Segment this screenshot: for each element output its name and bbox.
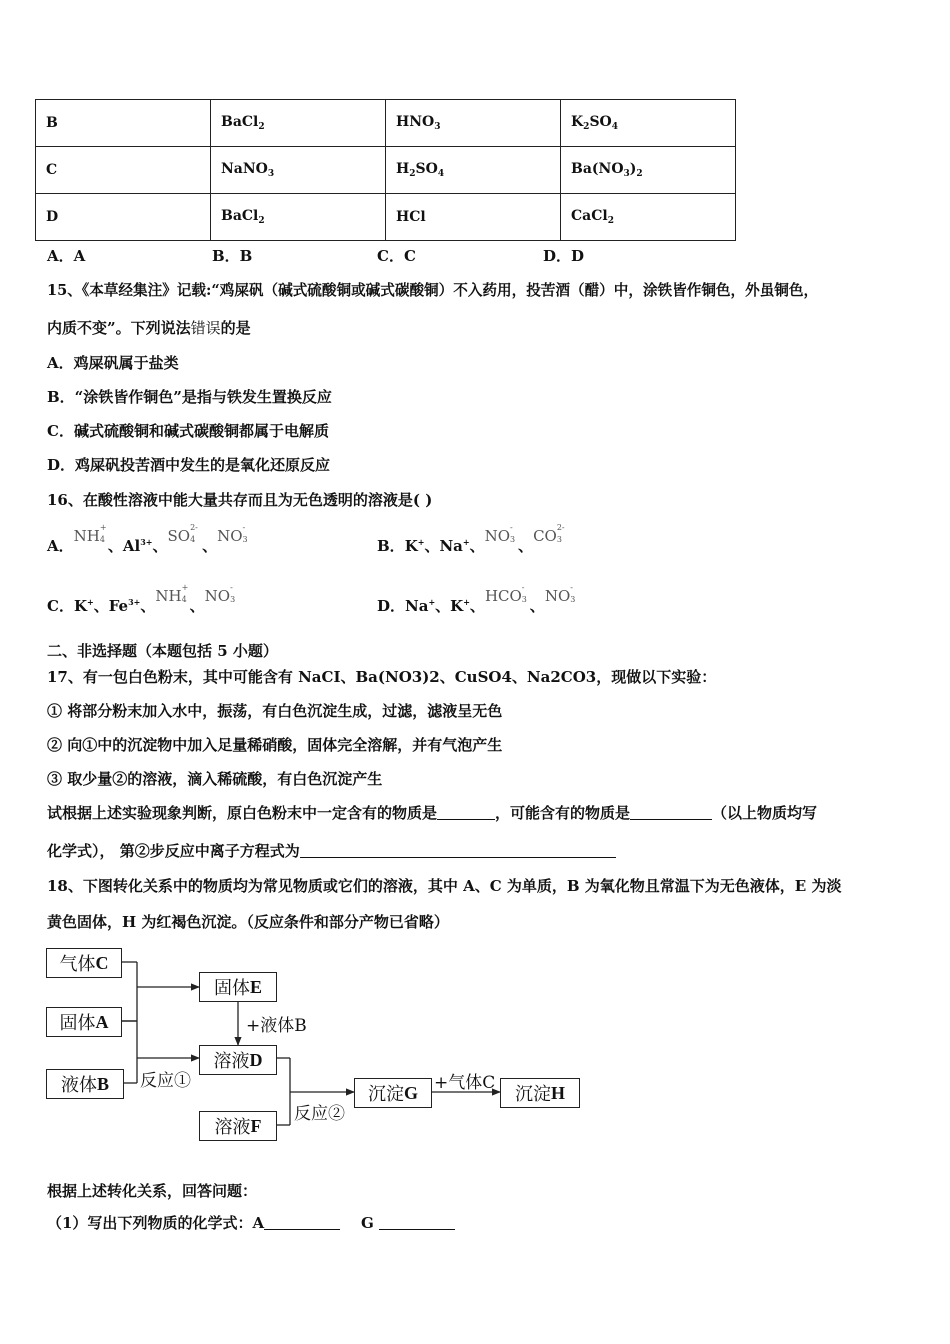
formula-cell: $Ba(NO_3)_2$ (561, 147, 736, 194)
box-precipitate-h: 沉淀 H (500, 1078, 580, 1108)
q18-stem-line2: 黄色固体，H 为红褐色沉淀。（反应条件和部分产物已省略） (47, 913, 449, 931)
answer-d: D．D (543, 247, 585, 265)
q17-step: ③ 取少量②的溶液，滴入稀硫酸，有白色沉淀产生 (47, 770, 383, 788)
q18-stem-line1: 18、下图转化关系中的物质均为常见物质或它们的溶液，其中 A、C 为单质，B 为氧化物且常温下为无色液体，E 为淡 (47, 877, 842, 895)
option-prefix: C． (47, 597, 74, 615)
box-solution-f: 溶液 F (199, 1111, 277, 1141)
q17-step: ① 将部分粉末加入水中，振荡，有白色沉淀生成，过滤，滤液呈无色 (47, 702, 503, 720)
formula-cell: $H_2SO_4$ (386, 147, 561, 194)
label-reaction-2: 反应② (294, 1104, 345, 1124)
q17-ask-part: （以上物质均写 (712, 804, 818, 822)
answer-blank[interactable] (379, 1214, 455, 1230)
q15-stem-line1: 15、《本草经集注》记载:“鸡屎矾（碱式硫酸铜或碱式碳酸铜）不入药用，投苦酒（醋）中，涂铁皆作铜色，外虽铜色， (47, 282, 819, 299)
separator: 、 (469, 537, 485, 555)
separator: 、 (107, 537, 123, 555)
q17-step: ② 向①中的沉淀物中加入足量稀硝酸，固体完全溶解，并有气泡产生 (47, 736, 503, 754)
separator: 、 (435, 597, 451, 615)
q18-sub1 (47, 1213, 455, 1233)
formula-cell: $K_2SO_4$ (561, 100, 736, 147)
formula-cell: NaNO$_3$ (211, 147, 386, 194)
q15-option: B．“涂铁皆作铜色”是指与铁发生置换反应 (47, 388, 332, 406)
formula-cell: CaCl$_2$ (561, 194, 736, 241)
separator: 、 (424, 537, 440, 555)
q18-after: 根据上述转化关系，回答问题： (47, 1182, 258, 1200)
separator: 、 (529, 597, 545, 615)
q17-ask-part: 化学式）， 第②步反应中离子方程式为 (47, 842, 300, 860)
box-solution-d: 溶液 D (199, 1045, 277, 1075)
row-label: B (36, 100, 211, 147)
box-solid-a: 固体 A (46, 1007, 122, 1037)
q15-emphasis: 错误 (190, 319, 221, 337)
q15-option: D．鸡屎矾投苦酒中发生的是氧化还原反应 (47, 456, 331, 474)
section-title: 二、非选择题（本题包括 5 小题） (47, 642, 278, 660)
q16-option-b: B．K+、Na+、NO - 3 、CO 2- 3 (377, 528, 569, 556)
label-reaction-1: 反应① (140, 1071, 191, 1091)
q16-stem: 16、在酸性溶液中能大量共存而且为无色透明的溶液是( ) (47, 491, 433, 509)
separator: 、 (518, 537, 534, 555)
separator: 、 (469, 597, 485, 615)
option-prefix: A． (47, 537, 74, 555)
label-add-liquid-b: +液体B (246, 1016, 307, 1036)
option-prefix: D． (377, 597, 406, 615)
q16-option-c: C．K+、$Fe^{3+}$、NH + 4 、NO - 3 (47, 588, 238, 616)
separator: 、 (202, 537, 218, 555)
label-add-gas-c: +气体C (434, 1073, 496, 1093)
answer-blank[interactable] (264, 1214, 340, 1230)
ion-no3: NO - 3 (204, 583, 236, 605)
separator: 、 (93, 597, 109, 615)
box-liquid-b: 液体 B (46, 1069, 124, 1099)
formula-cell: HCl (386, 194, 561, 241)
ion-nh4: NH + 4 (155, 583, 189, 605)
ion-no3: NO - 3 (544, 583, 576, 605)
separator: 、 (140, 597, 156, 615)
q15-stem-part: 内质不变”。下列说法 (47, 319, 191, 337)
answer-a: A．A (47, 247, 86, 265)
q15-option: A．鸡屎矾属于盐类 (47, 354, 179, 372)
answer-b: B．B (212, 247, 253, 265)
ion-co3: CO 2- 3 (533, 523, 565, 545)
option-prefix: B． (377, 537, 405, 555)
box-solid-e: 固体 E (199, 972, 277, 1002)
answer-c: C．C (377, 247, 416, 265)
q17-ask-part: ，可能含有的物质是 (495, 804, 631, 822)
q16-option-d: D．Na+、K+、HCO - 3 、NO - 3 (377, 588, 578, 616)
ion-so4: SO 2- 4 (167, 523, 198, 545)
separator: 、 (189, 597, 205, 615)
separator: 、 (152, 537, 168, 555)
formula-cell: BaCl$_2$ (211, 194, 386, 241)
row-label: D (36, 194, 211, 241)
q18-sub1-part: G (360, 1214, 374, 1232)
q17-ask-part: 试根据上述实验现象判断，原白色粉末中一定含有的物质是 (47, 804, 438, 822)
ion-hco3: HCO - 3 (484, 583, 527, 605)
formula-cell: BaCl$_2$ (211, 100, 386, 147)
ion-no3: NO - 3 (484, 523, 516, 545)
q15-stem-part: 的是 (220, 319, 251, 337)
ion-nh4: NH + 4 (73, 523, 107, 545)
box-precipitate-g: 沉淀 G (354, 1078, 432, 1108)
formula-cell: $HNO_3$ (386, 100, 561, 147)
box-gas-c: 气体 C (46, 948, 122, 978)
ion-no3: NO - 3 (217, 523, 248, 545)
q18-sub1-part: （1）写出下列物质的化学式：A (47, 1214, 265, 1232)
q17-stem: 17、有一包白色粉末，其中可能含有 NaCI、Ba(NO3)2、CuSO4、Na2CO3，现做以下实验： (47, 668, 717, 686)
q15-option: C．碱式硫酸铜和碱式碳酸铜都属于电解质 (47, 422, 329, 440)
q16-option-a: A．NH + 4 、$Al^{3+}$、SO 2- 4 、NO - 3 (47, 528, 251, 556)
row-label: C (36, 147, 211, 194)
